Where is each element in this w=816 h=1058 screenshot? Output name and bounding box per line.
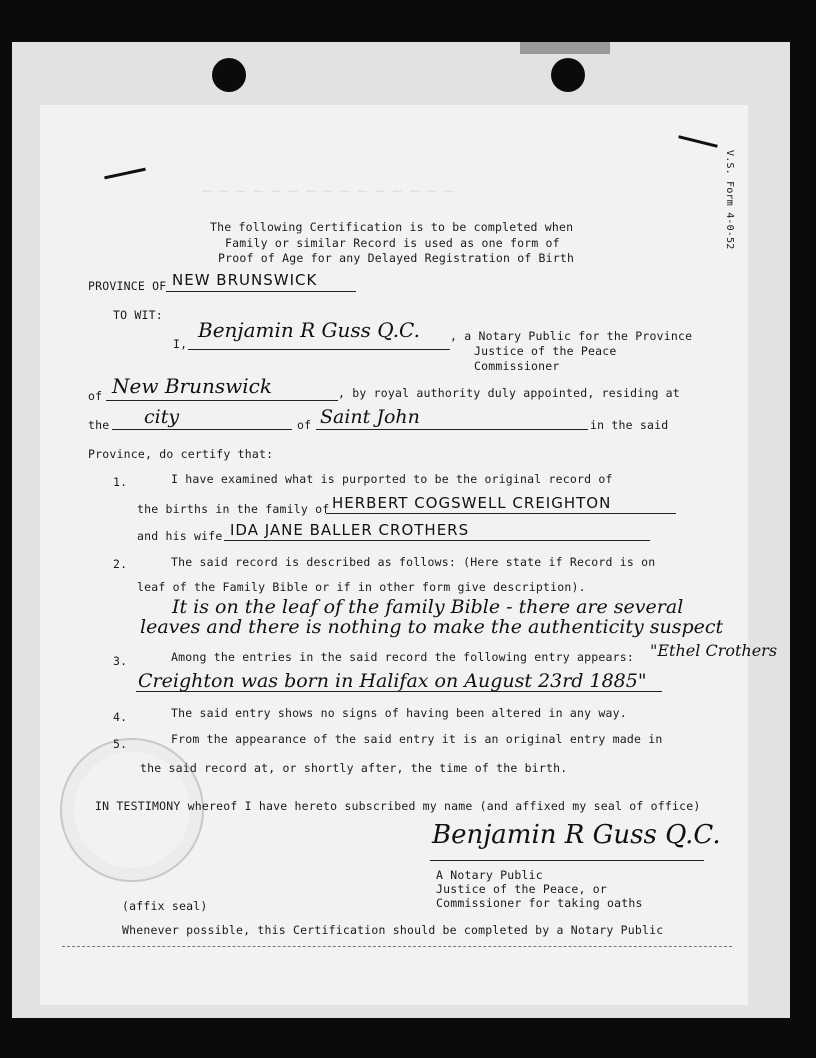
item2-line2: leaf of the Family Bible or if in other form give description). (137, 580, 586, 594)
entry-rule (136, 691, 662, 692)
item4-number: 4. (113, 710, 128, 724)
of2-label: of (297, 418, 312, 432)
place-rule (316, 429, 588, 430)
province-rule (166, 291, 356, 292)
of-value: New Brunswick (112, 374, 272, 398)
city-value: city (144, 406, 180, 428)
footer-rule (62, 946, 732, 947)
intro-line-1: The following Certification is to be completed when (210, 220, 574, 234)
of-label: of (88, 389, 103, 403)
notary-name: Benjamin R Guss Q.C. (198, 318, 421, 342)
royal-authority-text: , by royal authority duly appointed, residing at (338, 386, 680, 400)
justice-line: Justice of the Peace (474, 344, 617, 358)
testimony-text: IN TESTIMONY whereof I have hereto subscribed my name (and affixed my seal of office) (95, 799, 701, 813)
city-rule (112, 429, 292, 430)
item2-number: 2. (113, 557, 128, 571)
signature-rule (430, 860, 704, 861)
item3-text: Among the entries in the said record the following entry appears: (171, 650, 635, 664)
i-label: I, (173, 337, 188, 351)
entry-line-2: Creighton was born in Halifax on August 23rd 1885" (138, 670, 647, 692)
the-label: the (88, 418, 110, 432)
punch-hole-right (551, 58, 585, 92)
to-wit-label: TO WIT: (113, 308, 163, 322)
item4-text: The said entry shows no signs of having been altered in any way. (171, 706, 627, 720)
sig-title-justice: Justice of the Peace, or (436, 882, 607, 896)
item1-line2: the births in the family of (137, 502, 330, 516)
name-rule (188, 349, 450, 350)
item2-text: The said record is described as follows: (Here state if Record is on (171, 555, 656, 569)
item1-text: I have examined what is purported to be the original record of (171, 472, 613, 486)
in-said-text: in the said (590, 418, 669, 432)
intro-line-3: Proof of Age for any Delayed Registration of Birth (218, 251, 575, 265)
province-label: PROVINCE OF (88, 279, 167, 293)
item5-line2: the said record at, or shortly after, the time of the birth. (140, 761, 568, 775)
item5-text: From the appearance of the said entry it is an original entry made in (171, 732, 663, 746)
intro-line-2: Family or similar Record is used as one form of (225, 236, 560, 250)
entry-line-1: "Ethel Crothers (650, 641, 778, 660)
family-value: HERBERT COGSWELL CREIGHTON (332, 494, 612, 512)
wife-rule (224, 540, 650, 541)
form-number: V.S. Form 4-0-52 (724, 150, 735, 250)
notary-public-line: , a Notary Public for the Province (450, 329, 693, 343)
signature: Benjamin R Guss Q.C. (432, 820, 721, 850)
footer-note: Whenever possible, this Certification should be completed by a Notary Public (122, 923, 664, 937)
bleed-through-text: ~ ~ ~ ~ ~ ~ ~ ~ ~ ~ ~ ~ ~ ~ ~ (200, 182, 456, 200)
sig-title-notary: A Notary Public (436, 868, 543, 882)
family-rule (326, 513, 676, 514)
of-rule (106, 400, 338, 401)
punch-hole-left (212, 58, 246, 92)
wife-label: and his wife (137, 529, 223, 543)
place-value: Saint John (320, 406, 420, 428)
folder-tab (520, 42, 610, 54)
record-description-1: It is on the leaf of the family Bible - there are several (172, 596, 684, 618)
commissioner-line: Commissioner (474, 359, 560, 373)
sig-title-commissioner: Commissioner for taking oaths (436, 896, 643, 910)
item1-number: 1. (113, 475, 128, 489)
province-value: NEW BRUNSWICK (172, 271, 318, 289)
item3-number: 3. (113, 654, 128, 668)
province-certify: Province, do certify that: (88, 447, 274, 461)
item5-number: 5. (113, 737, 128, 751)
wife-value: IDA JANE BALLER CROTHERS (230, 521, 470, 539)
affix-seal-label: (affix seal) (122, 899, 208, 913)
record-description-2: leaves and there is nothing to make the authenticity suspect (140, 616, 724, 638)
